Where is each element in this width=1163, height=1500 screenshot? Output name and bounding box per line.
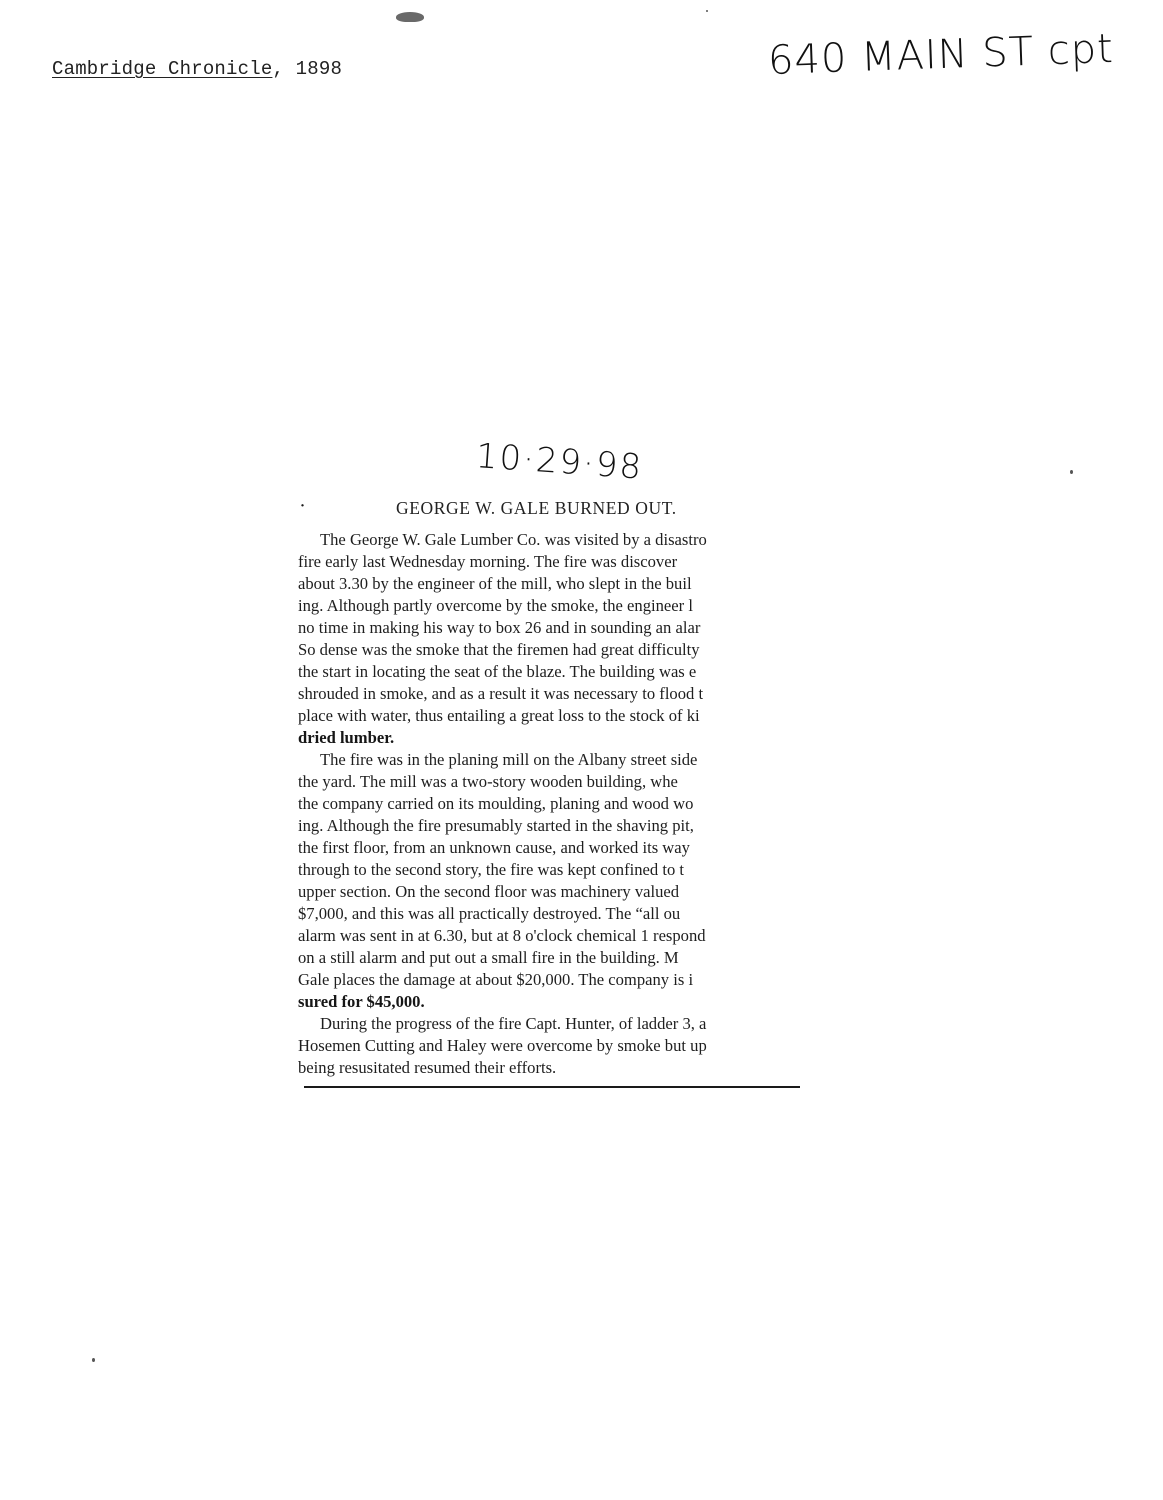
article-line: Hosemen Cutting and Haley were overcome by smoke but up — [298, 1036, 707, 1055]
article-line: the yard. The mill was a two-story wooden building, whe — [298, 772, 678, 791]
article-line: fire early last Wednesday morning. The fire was discover — [298, 552, 678, 571]
article-line: on a still alarm and put out a small fire in the building. M — [298, 948, 679, 967]
article-line: So dense was the smoke that the firemen had great difficulty — [298, 640, 700, 659]
handwritten-address: 640 MAIN ST cpt — [767, 25, 1115, 84]
article-headline: GEORGE W. GALE BURNED OUT. — [396, 498, 677, 518]
source-year: , 1898 — [272, 58, 343, 80]
scan-speck — [1070, 470, 1073, 474]
article-line: sured for $45,000. — [298, 992, 425, 1011]
handwritten-date: 10·29·98 — [474, 436, 645, 488]
article-line: place with water, thus entailing a great loss to the stock of ki — [298, 706, 700, 725]
source-citation — [52, 58, 342, 80]
article-line: no time in making his way to box 26 and in sounding an alar — [298, 618, 701, 637]
article-line: the company carried on its moulding, planing and wood wo — [298, 794, 694, 813]
article-line: alarm was sent in at 6.30, but at 8 o'clock chemical 1 respond — [298, 926, 706, 945]
print-mark: · — [300, 498, 306, 514]
article-line: ing. Although partly overcome by the smoke, the engineer l — [298, 596, 693, 615]
article-line: through to the second story, the fire was kept confined to t — [298, 860, 685, 879]
article-line: upper section. On the second floor was machinery valued — [298, 882, 680, 901]
article-line: The George W. Gale Lumber Co. was visited by a disastro — [320, 530, 707, 549]
clipping-rule — [304, 1086, 800, 1088]
newspaper-clipping — [298, 498, 832, 1098]
scan-speck — [706, 10, 708, 12]
article-line: the first floor, from an unknown cause, and worked its way — [298, 838, 690, 857]
article-line: $7,000, and this was all practically destroyed. The “all ou — [298, 904, 681, 923]
article-line: During the progress of the fire Capt. Hunter, of ladder 3, a — [320, 1014, 707, 1033]
article-line: being resusitated resumed their efforts. — [298, 1058, 557, 1077]
article-line: The fire was in the planing mill on the Albany street side — [320, 750, 698, 769]
article-line: ing. Although the fire presumably started in the shaving pit, — [298, 816, 694, 835]
scan-speck — [92, 1358, 95, 1362]
article-line: about 3.30 by the engineer of the mill, who slept in the buil — [298, 574, 692, 593]
article-line: the start in locating the seat of the blaze. The building was e — [298, 662, 697, 681]
article-line: dried lumber. — [298, 728, 395, 747]
article-line: Gale places the damage at about $20,000. The company is i — [298, 970, 694, 989]
scan-smudge — [396, 12, 424, 22]
article-line: shrouded in smoke, and as a result it was necessary to flood t — [298, 684, 704, 703]
source-name: Cambridge Chronicle — [52, 58, 273, 80]
